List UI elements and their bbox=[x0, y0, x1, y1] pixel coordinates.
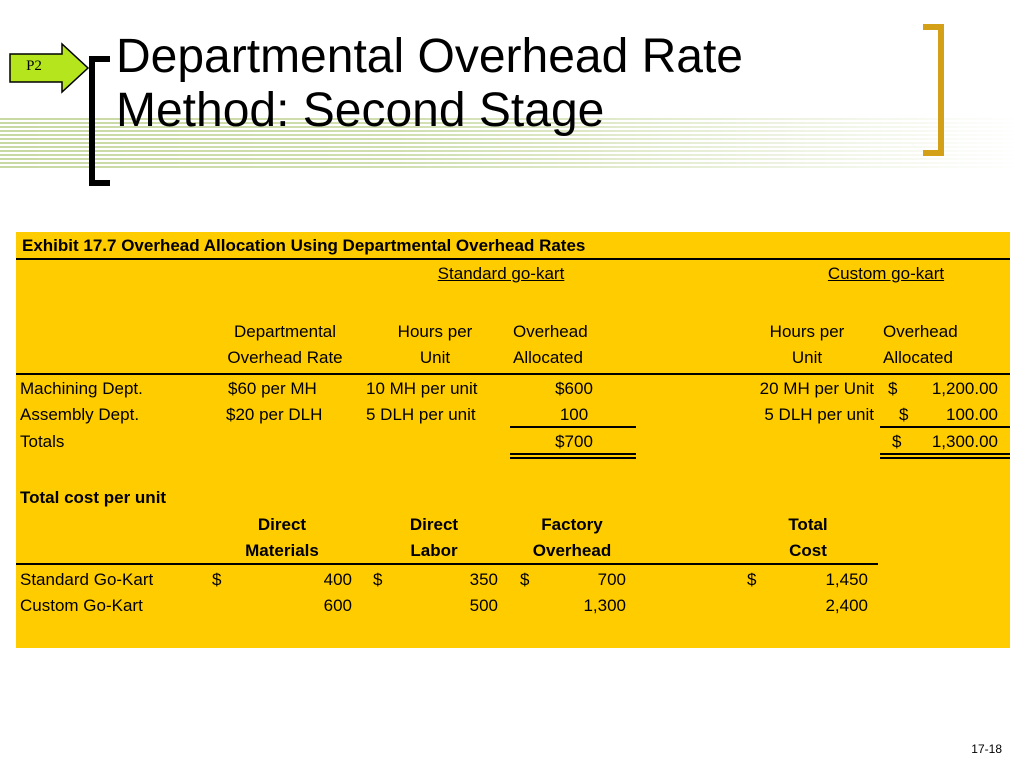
row-standard-total: 1,450 bbox=[825, 570, 868, 589]
row-standard-foh-sym: $ bbox=[520, 570, 530, 589]
cus-total-rule-2 bbox=[880, 457, 1010, 459]
unit-cost-title: Total cost per unit bbox=[20, 488, 167, 507]
hdr-dl-1: Direct bbox=[409, 515, 459, 534]
row-machining-cus-hours: 20 MH per Unit bbox=[759, 379, 874, 398]
title-line-2: Method: Second Stage bbox=[116, 84, 605, 137]
unit-cost-divider bbox=[16, 563, 878, 565]
hdr-std-hours-2: Unit bbox=[419, 348, 451, 367]
row-standard-foh: 700 bbox=[597, 570, 626, 589]
title-divider bbox=[16, 258, 1010, 260]
row-standard-dl-sym: $ bbox=[373, 570, 383, 589]
std-subtotal-rule bbox=[510, 426, 636, 428]
page-number: 17-18 bbox=[971, 742, 1002, 756]
hdr-foh-2: Overhead bbox=[532, 541, 612, 560]
hdr-std-oh-2: Allocated bbox=[513, 348, 583, 367]
hdr-std-oh-1: Overhead bbox=[513, 322, 588, 341]
std-total-rule-2 bbox=[510, 457, 636, 459]
row-custom-total: 2,400 bbox=[825, 596, 868, 615]
hdr-cus-oh-2: Allocated bbox=[883, 348, 953, 367]
hdr-cus-oh-1: Overhead bbox=[883, 322, 958, 341]
row-machining-cus-oh-sym: $ bbox=[888, 379, 898, 398]
std-total-rule-1 bbox=[510, 453, 636, 455]
row-machining-cus-oh: 1,200.00 bbox=[931, 379, 998, 398]
hdr-foh-1: Factory bbox=[541, 515, 603, 534]
row-machining-label: Machining Dept. bbox=[20, 379, 143, 398]
hdr-total-1: Total bbox=[788, 515, 828, 534]
row-standard-label: Standard Go-Kart bbox=[20, 570, 154, 589]
title-line-1: Departmental Overhead Rate bbox=[116, 30, 743, 83]
row-assembly-std-hours: 5 DLH per unit bbox=[366, 405, 476, 424]
row-custom-dm: 600 bbox=[323, 596, 352, 615]
hdr-std-hours-1: Hours per bbox=[397, 322, 473, 341]
totals-std-oh: $700 bbox=[555, 432, 593, 451]
right-bracket-icon bbox=[920, 24, 946, 156]
totals-cus-oh: 1,300.00 bbox=[931, 432, 998, 451]
row-machining-std-oh: $600 bbox=[555, 379, 593, 398]
row-assembly-rate: $20 per DLH bbox=[226, 405, 323, 424]
row-custom-foh: 1,300 bbox=[583, 596, 626, 615]
group-custom: Custom go-kart bbox=[827, 264, 945, 283]
row-standard-dm: 400 bbox=[323, 570, 352, 589]
left-bracket-icon bbox=[88, 56, 114, 186]
row-assembly-cus-hours: 5 DLH per unit bbox=[764, 405, 874, 424]
cus-total-rule-1 bbox=[880, 453, 1010, 455]
hdr-total-2: Cost bbox=[789, 541, 827, 560]
exhibit-panel bbox=[16, 232, 1010, 648]
row-standard-dl: 350 bbox=[469, 570, 498, 589]
exhibit-title: Exhibit 17.7 Overhead Allocation Using Departmental Overhead Rates bbox=[22, 236, 586, 255]
row-custom-dl: 500 bbox=[469, 596, 498, 615]
row-standard-total-sym: $ bbox=[747, 570, 757, 589]
badge-label: P2 bbox=[26, 58, 42, 74]
row-assembly-cus-oh-sym: $ bbox=[899, 405, 909, 424]
row-standard-dm-sym: $ bbox=[212, 570, 222, 589]
row-machining-rate: $60 per MH bbox=[228, 379, 317, 398]
totals-cus-oh-sym: $ bbox=[892, 432, 902, 451]
totals-label: Totals bbox=[20, 432, 65, 451]
hdr-cus-hours-1: Hours per bbox=[769, 322, 845, 341]
row-machining-std-hours: 10 MH per unit bbox=[366, 379, 478, 398]
row-custom-label: Custom Go-Kart bbox=[20, 596, 143, 615]
group-standard: Standard go-kart bbox=[437, 264, 565, 283]
page-title bbox=[116, 30, 743, 138]
hdr-dept-rate-2: Overhead Rate bbox=[227, 348, 343, 367]
row-assembly-std-oh: 100 bbox=[559, 405, 589, 424]
row-assembly-label: Assembly Dept. bbox=[20, 405, 140, 424]
header-divider bbox=[16, 373, 1010, 375]
cus-subtotal-rule bbox=[880, 426, 1010, 428]
hdr-cus-hours-2: Unit bbox=[791, 348, 823, 367]
row-assembly-cus-oh: 100.00 bbox=[946, 405, 998, 424]
hdr-dm-2: Materials bbox=[245, 541, 319, 560]
hdr-dl-2: Labor bbox=[410, 541, 458, 560]
hdr-dm-1: Direct bbox=[257, 515, 307, 534]
hdr-dept-rate-1: Departmental bbox=[233, 322, 337, 341]
